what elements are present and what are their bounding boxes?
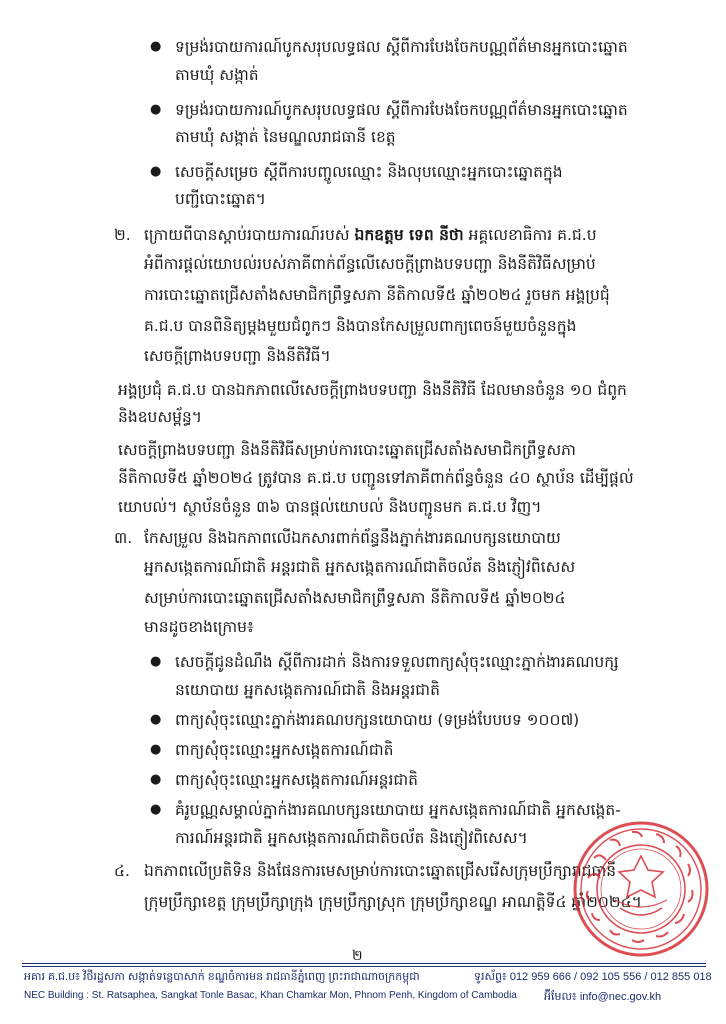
item-line <box>144 222 597 248</box>
list-item-line: តាមឃុំ សង្កាត់ នៃមណ្ឌលរាជធានី ខេត្ត <box>175 128 396 146</box>
list-item-line: បញ្ជីបោះឆ្នោត។ <box>175 190 266 208</box>
item-line: ឯកភាពលើប្រតិទិន និងផែនការមេសម្រាប់ការបោះឆ្នោតជ្រើសរើសក្រុមប្រឹក្សារាជធានី <box>144 862 617 880</box>
list-item-line: សេចក្ដីសម្រេច ស្ដីពីការបញ្ចូលឈ្មោះ និងលុបឈ្មោះអ្នកបោះឆ្នោតក្នុង <box>175 163 563 181</box>
footer-email: អ៊ីមែល៖ info@nec.gov.kh <box>544 991 662 1003</box>
item-line: សេចក្ដីព្រាងបទបញ្ជា និងនីតិវិធី។ <box>144 347 331 365</box>
item-line: អំពីការផ្ដល់យោបល់របស់ភាគីពាក់ព័ន្ធលើសេចក្ដីព្រាងបទបញ្ជា និងនីតិវិធីសម្រាប់ <box>144 255 596 273</box>
official-seal-icon <box>570 818 712 960</box>
footer-address-kh: អគារ គ.ជ.ប៖ វិថីរដ្ឋសភា សង្កាត់ទន្លេបាសាក់ ខណ្ឌចំការមន រាជធានីភ្នំពេញ ព្រះរាជាណាចក្រកម្ពុជា <box>24 971 420 983</box>
paragraph-line: យោបល់។ ស្ថាប័នចំនួន ៣៦ បានផ្ដល់យោបល់ និងបញ្ជូនមក គ.ជ.ប វិញ។ <box>118 498 542 516</box>
bullet-dot-icon: ● <box>150 772 162 787</box>
paragraph-line: នីតិកាលទី៥ ឆ្នាំ២០២៤ ត្រូវបាន គ.ជ.ប បញ្ជូនទៅភាគីពាក់ព័ន្ធចំនួន ៤០ ស្ថាប័ន ដើម្បីផ្ដល់ <box>118 469 634 487</box>
item-text: អគ្គលេខាធិការ គ.ជ.ប <box>463 226 597 244</box>
footer-address-en: NEC Building : St. Ratsaphea, Sangkat Tonle Basac, Khan Chamkar Mon, Phnom Penh, Kingdom of Cambodia <box>24 990 517 1001</box>
list-item-line: តាមឃុំ សង្កាត់ <box>175 66 259 84</box>
item-line: កែសម្រួល និងឯកភាពលើឯកសារពាក់ព័ន្ធនឹងភ្នាក់ងារគណបក្សនយោបាយ <box>144 529 561 547</box>
item-number: ២. <box>114 226 131 244</box>
list-item-line: ទម្រង់របាយការណ៍បូកសរុបលទ្ធផល ស្ដីពីការបែងចែកបណ្ណព័ត៌មានអ្នកបោះឆ្នោត <box>175 101 628 119</box>
list-item-line: គំរូបណ្ណសម្គាល់ភ្នាក់ងារគណបក្សនយោបាយ អ្នកសង្កេតការណ៍ជាតិ អ្នកសង្កេត- <box>175 801 621 819</box>
bullet-dot-icon: ● <box>150 742 162 757</box>
item-line: អ្នកសង្កេតការណ៍ជាតិ អន្តរជាតិ អ្នកសង្កេតការណ៍ជាតិចល័ត និងភ្ញៀវពិសេស <box>144 558 576 576</box>
bullet-dot-icon: ● <box>150 654 162 669</box>
list-item-line: ពាក្យសុំចុះឈ្មោះភ្នាក់ងារគណបក្សនយោបាយ (ទម្រង់បែបបទ ១០០៧) <box>175 711 580 729</box>
list-item-line: ទម្រង់របាយការណ៍បូកសរុបលទ្ធផល ស្ដីពីការបែងចែកបណ្ណព័ត៌មានអ្នកបោះឆ្នោត <box>175 38 628 56</box>
page-number: ២ <box>352 948 363 964</box>
item-line: ក្រុមប្រឹក្សាខេត្ត ក្រុមប្រឹក្សាក្រុង ក្រុមប្រឹក្សាស្រុក ក្រុមប្រឹក្សាខណ្ឌ អាណត្តិទី៤ ឆ្នាំ២០២៤។ <box>144 893 642 911</box>
list-item-line: នយោបាយ អ្នកសង្កេតការណ៍ជាតិ និងអន្តរជាតិ <box>175 681 440 699</box>
official-name: ឯកឧត្ដម ទេព នីថា <box>354 226 464 244</box>
list-item-line: ពាក្យសុំចុះឈ្មោះអ្នកសង្កេតការណ៍ជាតិ <box>175 741 394 759</box>
bullet-dot-icon: ● <box>150 39 162 54</box>
paragraph-line: និងឧបសម្ព័ន្ធ។ <box>118 408 203 426</box>
bullet-dot-icon: ● <box>150 164 162 179</box>
list-item-line: ពាក្យសុំចុះឈ្មោះអ្នកសង្កេតការណ៍អន្តរជាតិ <box>175 771 419 789</box>
item-text: ក្រោយពីបានស្ដាប់របាយការណ៍របស់ <box>144 226 355 244</box>
list-item-line: សេចក្ដីជូនដំណឹង ស្ដីពីការដាក់ និងការទទួលពាក្យសុំចុះឈ្មោះភ្នាក់ងារគណបក្ស <box>175 653 619 671</box>
footer-phone: ទូរស័ព្ទ៖ 012 959 666 / 092 105 556 / 012 855 018 <box>474 971 712 983</box>
item-number: ៣. <box>114 529 133 547</box>
item-line: មានដូចខាងក្រោម៖ <box>144 618 254 636</box>
footer-divider <box>22 963 706 964</box>
bullet-dot-icon: ● <box>150 712 162 727</box>
list-item-line: ការណ៍អន្តរជាតិ អ្នកសង្កេតការណ៍ជាតិចល័ត និងភ្ញៀវពិសេស។ <box>175 829 528 847</box>
paragraph-line: សេចក្ដីព្រាងបទបញ្ជា និងនីតិវិធីសម្រាប់ការបោះឆ្នោតជ្រើសតាំងសមាជិកព្រឹទ្ធសភា <box>118 441 576 459</box>
footer-divider <box>22 966 706 967</box>
bullet-dot-icon: ● <box>150 102 162 117</box>
item-line: សម្រាប់ការបោះឆ្នោតជ្រើសតាំងសមាជិកព្រឹទ្ធសភា នីតិកាលទី៥ ឆ្នាំ២០២៤ <box>144 589 566 607</box>
paragraph-line: អង្គប្រជុំ គ.ជ.ប បានឯកភាពលើសេចក្ដីព្រាងបទបញ្ជា និងនីតិវិធី ដែលមានចំនួន ១០ ជំពូក <box>118 381 627 399</box>
item-line: ការបោះឆ្នោតជ្រើសតាំងសមាជិកព្រឹទ្ធសភា នីតិកាលទី៥ ឆ្នាំ២០២៤ រួចមក អង្គប្រជុំ <box>144 286 610 304</box>
bullet-dot-icon: ● <box>150 802 162 817</box>
item-number: ៤. <box>114 862 130 880</box>
item-line: គ.ជ.ប បានពិនិត្យម្ដងមួយជំពូកៗ និងបានកែសម្រួលពាក្យពេចន៍មួយចំនួនក្នុង <box>144 317 577 335</box>
